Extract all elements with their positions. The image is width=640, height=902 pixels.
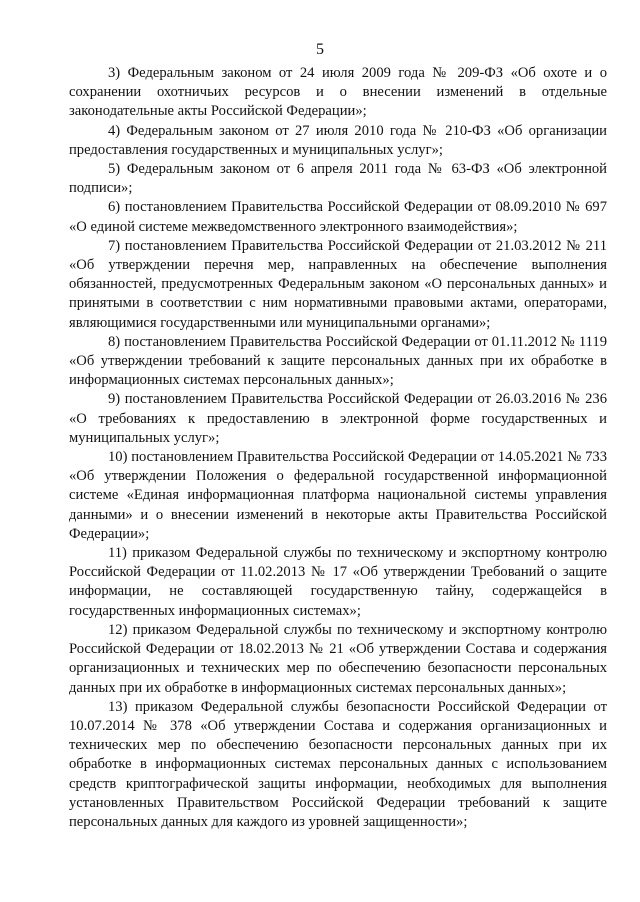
list-item-11: 11) приказом Федеральной службы по техническому и экспортному контролю Российской Федерации от 11.02.2013 № 17 «Об утверждении Требований о защите информации, не составляющей государственную тайну, содержащейся в государственных информационных системах»;: [69, 545, 607, 619]
page-number: 5: [316, 41, 324, 58]
list-item-7: 7) постановлением Правительства Российской Федерации от 21.03.2012 № 211 «Об утверждении перечня мер, направленных на обеспечение выполнения обязанностей, предусмотренных Федеральным законом «О персональных данных» и принятыми в соответствии с ним нормативными правовыми актами, операторами, являющимися государственными или муниципальными органами»;: [69, 237, 607, 331]
list-item-4: 4) Федеральным законом от 27 июля 2010 года № 210-ФЗ «Об организации предоставления государственных и муниципальных услуг»;: [69, 122, 607, 158]
list-item-3: 3) Федеральным законом от 24 июля 2009 года № 209-ФЗ «Об охоте и о сохранении охотничьих ресурсов и о внесении изменений в отдельные законодательные акты Российской Федерации»;: [69, 65, 607, 120]
list-item-5: 5) Федеральным законом от 6 апреля 2011 года № 63-ФЗ «Об электронной подписи»;: [69, 161, 607, 197]
legal-basis-list: [69, 64, 607, 832]
list-item-13: 13) приказом Федеральной службы безопасности Российской Федерации от 10.07.2014 № 378 «Об утверждении Состава и содержания организационных и технических мер по обеспечению безопасности персональных данных при их обработке в информационных системах персональных данных с использованием средств криптографической защиты информации, необходимых для выполнения установленных Правительством Российской Федерации требований к защите персональных данных для каждого из уровней защищенности»;: [69, 698, 607, 830]
list-item-10: 10) постановлением Правительства Российской Федерации от 14.05.2021 № 733 «Об утверждении Положения о федеральной государственной информационной системе «Единая информационная платформа национальной системы управления данными» и о внесении изменений в некоторые акты Правительства Российской Федерации»;: [69, 449, 607, 542]
list-item-9: 9) постановлением Правительства Российской Федерации от 26.03.2016 № 236 «О требованиях к предоставлению в электронной форме государственных и муниципальных услуг»;: [69, 391, 607, 446]
list-item-6: 6) постановлением Правительства Российской Федерации от 08.09.2010 № 697 «О единой системе межведомственного электронного взаимодействия»;: [69, 199, 607, 235]
list-item-12: 12) приказом Федеральной службы по техническому и экспортному контролю Российской Федерации от 18.02.2013 № 21 «Об утверждении Состава и содержания организационных и технических мер по обеспечению безопасности персональных данных при их обработке в информационных системах персональных данных»;: [69, 621, 607, 696]
list-item-8: 8) постановлением Правительства Российской Федерации от 01.11.2012 № 1119 «Об утверждении требований к защите персональных данных при их обработке в информационных системах персональных данных»;: [69, 333, 607, 389]
